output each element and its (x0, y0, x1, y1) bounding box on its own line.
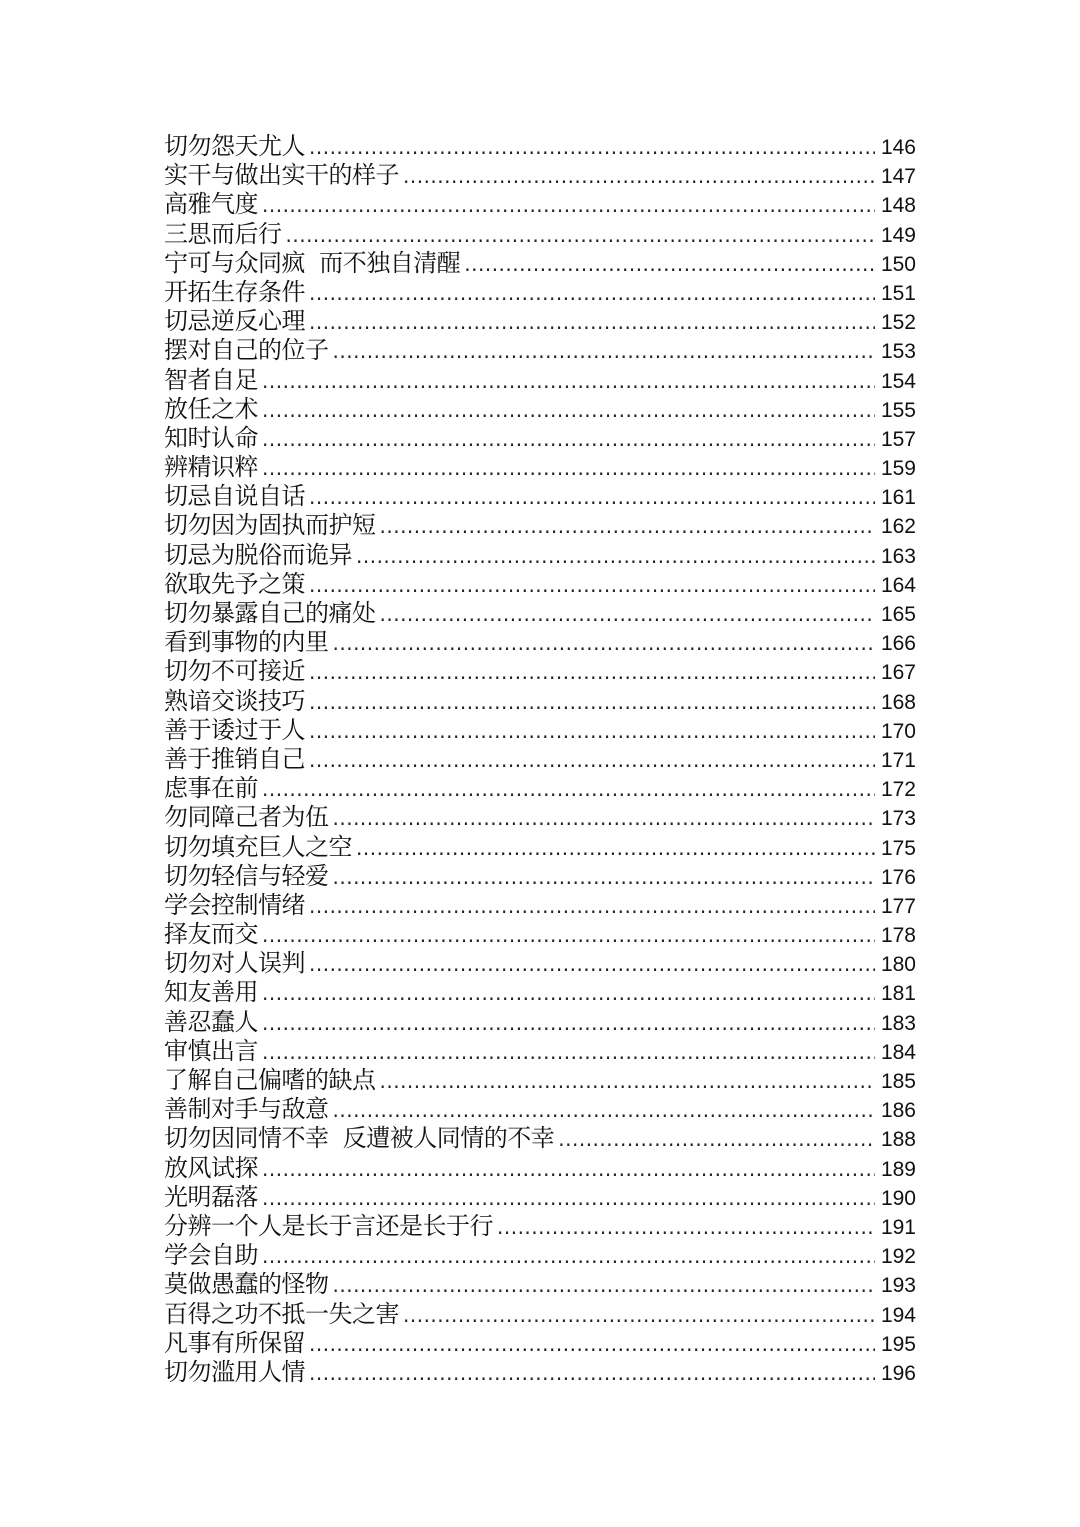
toc-entry[interactable] (164, 1124, 916, 1153)
toc-entry[interactable] (164, 687, 916, 716)
dot-leader (262, 1009, 875, 1038)
toc-entry[interactable] (164, 161, 916, 190)
toc-entry-title: 切勿填充巨人之空 (164, 832, 352, 861)
dot-leader (262, 1155, 875, 1184)
dot-leader (309, 746, 875, 775)
dot-leader (262, 396, 875, 425)
toc-entry-title: 切勿对人误判 (164, 949, 305, 978)
toc-entry[interactable] (164, 511, 916, 540)
dot-leader (309, 571, 875, 600)
dot-leader (309, 133, 875, 162)
toc-entry-title: 切勿暴露自己的痛处 (164, 599, 376, 627)
toc-entry-title: 切忌自说自话 (164, 482, 305, 511)
toc-entry-title: 百得之功不抵一失之害 (164, 1299, 399, 1328)
toc-entry[interactable] (164, 1212, 916, 1241)
table-of-contents (164, 132, 916, 1387)
toc-entry-page: 173 (880, 807, 916, 831)
toc-entry[interactable] (164, 570, 916, 599)
dot-leader (262, 1184, 875, 1213)
dot-leader (309, 1330, 875, 1359)
dot-leader (356, 834, 875, 863)
toc-entry[interactable] (164, 1183, 916, 1212)
toc-entry[interactable] (164, 1358, 916, 1387)
toc-entry-page: 171 (880, 748, 916, 772)
toc-entry-page: 181 (880, 982, 916, 1006)
dot-leader (262, 979, 875, 1008)
dot-leader (333, 337, 876, 366)
toc-entry-page: 195 (880, 1332, 916, 1356)
toc-entry-page: 193 (880, 1274, 916, 1298)
dot-leader (380, 512, 876, 541)
toc-entry-title: 放任之术 (164, 394, 258, 423)
toc-entry[interactable] (164, 1095, 916, 1124)
toc-entry-page: 147 (880, 165, 916, 189)
dot-leader (309, 717, 875, 746)
toc-entry-title: 摆对自己的位子 (164, 336, 329, 365)
toc-entry[interactable] (164, 453, 916, 482)
dot-leader (262, 191, 875, 220)
toc-entry-page: 184 (880, 1040, 916, 1064)
toc-entry-title: 学会自助 (164, 1241, 258, 1270)
toc-entry-page: 151 (880, 281, 916, 305)
toc-entry[interactable] (164, 628, 916, 657)
toc-entry-page: 168 (880, 690, 916, 714)
toc-entry-title: 莫做愚蠢的怪物 (164, 1270, 329, 1299)
toc-entry-page: 155 (880, 398, 916, 422)
toc-entry-page: 150 (880, 252, 916, 276)
toc-entry[interactable] (164, 833, 916, 862)
toc-entry[interactable] (164, 599, 916, 628)
toc-entry-title: 虑事在前 (164, 774, 258, 803)
toc-entry-page: 178 (880, 924, 916, 948)
toc-entry[interactable] (164, 920, 916, 949)
toc-entry-page: 163 (880, 544, 916, 568)
toc-entry[interactable] (164, 862, 916, 891)
dot-leader (262, 1038, 875, 1067)
toc-entry-title: 善制对手与敌意 (164, 1095, 329, 1124)
toc-entry-page: 157 (880, 427, 916, 451)
dot-leader (309, 658, 875, 687)
toc-entry[interactable] (164, 774, 916, 803)
toc-entry-title: 切勿因为固执而护短 (164, 511, 376, 540)
dot-leader (497, 1213, 875, 1242)
toc-entry-title: 择友而交 (164, 920, 258, 949)
dot-leader (262, 1242, 875, 1271)
toc-entry-page: 161 (880, 486, 916, 510)
toc-entry[interactable] (164, 745, 916, 774)
toc-entry-page: 175 (880, 836, 916, 860)
dot-leader (309, 279, 875, 308)
toc-entry-title: 善于诿过于人 (164, 715, 305, 744)
toc-entry-title: 切勿因同情不幸 反遭被人同情的不幸 (164, 1124, 555, 1153)
toc-entry-title: 切忌逆反心理 (164, 307, 305, 336)
dot-leader (309, 688, 875, 717)
toc-entry-page: 196 (880, 1361, 916, 1385)
toc-entry-page: 194 (880, 1303, 916, 1327)
toc-entry-title: 知友善用 (164, 978, 258, 1007)
toc-entry-page: 162 (880, 515, 916, 539)
toc-entry-title: 善于推销自己 (164, 744, 305, 773)
toc-entry[interactable] (164, 891, 916, 920)
toc-entry-title: 光明磊落 (164, 1182, 258, 1211)
dot-leader (356, 542, 875, 571)
toc-entry-page: 188 (880, 1128, 916, 1152)
toc-entry[interactable] (164, 1300, 916, 1329)
toc-entry-page: 164 (880, 573, 916, 597)
toc-entry[interactable] (164, 949, 916, 978)
toc-entry-title: 辨精识粹 (164, 453, 258, 482)
toc-entry-title: 高雅气度 (164, 190, 258, 219)
toc-entry-page: 148 (880, 194, 916, 218)
toc-entry[interactable] (164, 249, 916, 278)
toc-entry-page: 183 (880, 1011, 916, 1035)
toc-entry-page: 167 (880, 661, 916, 685)
dot-leader (333, 804, 876, 833)
toc-entry[interactable] (164, 336, 916, 365)
toc-entry[interactable] (164, 657, 916, 686)
toc-entry-page: 180 (880, 953, 916, 977)
toc-entry-title: 熟谙交谈技巧 (164, 686, 305, 715)
toc-entry-page: 172 (880, 778, 916, 802)
toc-entry-title: 宁可与众同疯 而不独自清醒 (164, 248, 461, 277)
toc-entry-page: 191 (880, 1215, 916, 1239)
dot-leader (309, 892, 875, 921)
toc-entry[interactable] (164, 366, 916, 395)
toc-entry-page: 152 (880, 311, 916, 335)
dot-leader (333, 1271, 876, 1300)
toc-entry[interactable] (164, 1241, 916, 1270)
dot-leader (403, 162, 875, 191)
toc-entry[interactable] (164, 132, 916, 161)
dot-leader (286, 221, 876, 250)
toc-entry[interactable] (164, 1270, 916, 1299)
dot-leader (262, 425, 875, 454)
toc-entry-title: 开拓生存条件 (164, 277, 305, 306)
dot-leader (403, 1301, 875, 1330)
toc-entry-title: 欲取先予之策 (164, 569, 305, 598)
toc-entry-page: 153 (880, 340, 916, 364)
toc-entry-title: 学会控制情绪 (164, 890, 305, 919)
dot-leader (262, 454, 875, 483)
toc-entry-title: 切勿轻信与轻爱 (164, 861, 329, 890)
dot-leader (380, 600, 876, 629)
dot-leader (262, 775, 875, 804)
toc-entry-title: 三思而后行 (164, 219, 282, 248)
toc-entry-page: 166 (880, 632, 916, 656)
toc-entry[interactable] (164, 978, 916, 1007)
dot-leader (333, 863, 876, 892)
toc-entry[interactable] (164, 220, 916, 249)
toc-entry[interactable] (164, 1008, 916, 1037)
toc-entry-page: 190 (880, 1186, 916, 1210)
toc-entry[interactable] (164, 424, 916, 453)
toc-entry[interactable] (164, 395, 916, 424)
toc-entry[interactable] (164, 278, 916, 307)
toc-entry-title: 放风试探 (164, 1153, 258, 1182)
toc-entry-title: 分辨一个人是长于言还是长于行 (164, 1211, 493, 1240)
dot-leader (309, 483, 875, 512)
toc-entry[interactable] (164, 190, 916, 219)
toc-entry-page: 176 (880, 865, 916, 889)
toc-entry-title: 看到事物的内里 (164, 628, 329, 657)
toc-entry-title: 审慎出言 (164, 1036, 258, 1065)
toc-entry-page: 177 (880, 894, 916, 918)
toc-entry-title: 切勿不可接近 (164, 657, 305, 686)
dot-leader (333, 629, 876, 658)
dot-leader (309, 1359, 875, 1388)
toc-entry-title: 智者自足 (164, 365, 258, 394)
toc-entry[interactable] (164, 1066, 916, 1095)
toc-entry[interactable] (164, 482, 916, 511)
dot-leader (333, 1096, 876, 1125)
toc-entry-title: 实干与做出实干的样子 (164, 161, 399, 190)
toc-entry-page: 154 (880, 369, 916, 393)
dot-leader (309, 950, 875, 979)
toc-entry[interactable] (164, 1154, 916, 1183)
toc-entry-page: 149 (880, 223, 916, 247)
toc-entry-page: 186 (880, 1099, 916, 1123)
toc-entry[interactable] (164, 307, 916, 336)
toc-entry[interactable] (164, 1329, 916, 1358)
toc-entry-page: 165 (880, 603, 916, 626)
toc-entry-title: 凡事有所保留 (164, 1328, 305, 1357)
dot-leader (262, 921, 875, 950)
dot-leader (558, 1125, 875, 1154)
toc-entry-page: 170 (880, 719, 916, 743)
toc-entry[interactable] (164, 541, 916, 570)
toc-entry-page: 159 (880, 457, 916, 481)
toc-entry[interactable] (164, 803, 916, 832)
toc-entry-page: 146 (880, 136, 916, 159)
toc-entry-title: 知时认命 (164, 423, 258, 452)
dot-leader (464, 250, 875, 279)
toc-entry[interactable] (164, 716, 916, 745)
toc-entry-page: 192 (880, 1245, 916, 1269)
dot-leader (309, 308, 875, 337)
toc-entry-page: 185 (880, 1070, 916, 1093)
toc-entry[interactable] (164, 1037, 916, 1066)
toc-entry-page: 189 (880, 1157, 916, 1181)
dot-leader (262, 367, 875, 396)
toc-entry-title: 切忌为脱俗而诡异 (164, 540, 352, 569)
toc-entry-title: 了解自己偏嗜的缺点 (164, 1066, 376, 1094)
dot-leader (380, 1067, 876, 1096)
toc-entry-title: 善忍蠢人 (164, 1007, 258, 1036)
toc-entry-title: 切勿怨天尤人 (164, 132, 305, 160)
toc-entry-title: 切勿滥用人情 (164, 1357, 305, 1386)
toc-entry-title: 勿同障己者为伍 (164, 803, 329, 832)
